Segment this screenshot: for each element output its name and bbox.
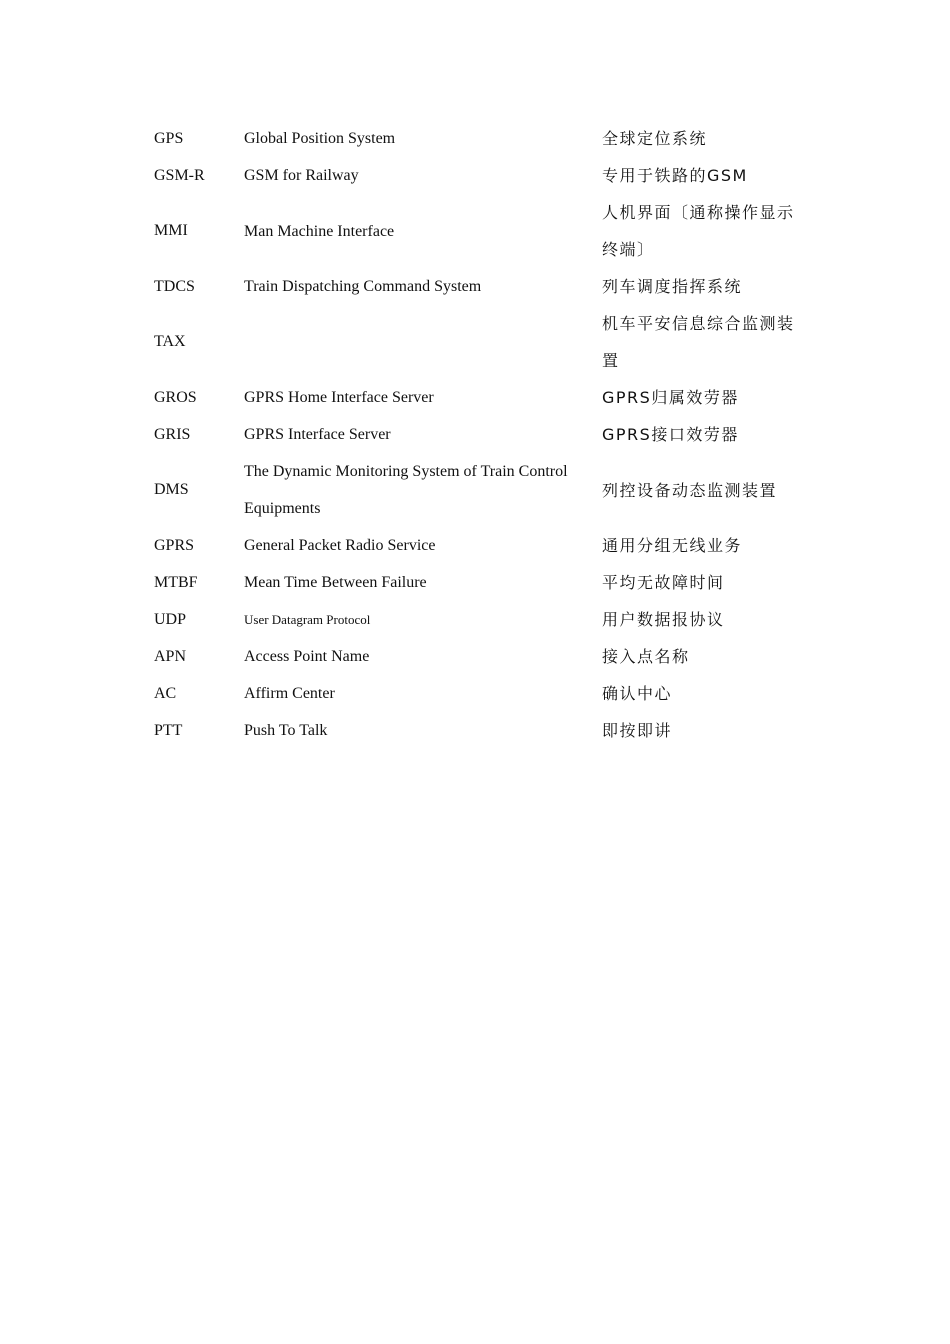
english-term-cell: General Packet Radio Service (244, 537, 436, 554)
table-row (146, 638, 806, 675)
chinese-term-cell: 人机界面〔通称操作显示终端〕 (602, 203, 795, 259)
table-row (146, 601, 806, 638)
chinese-term-cell: 即按即讲 (602, 721, 673, 740)
abbreviation-cell: TAX (154, 333, 186, 350)
english-term-cell: Push To Talk (244, 722, 328, 739)
english-term-cell: Global Position System (244, 130, 396, 147)
table-row (146, 305, 806, 379)
abbreviation-cell: UDP (154, 610, 187, 628)
table-row (146, 564, 806, 601)
table-row (146, 268, 806, 305)
abbreviation-cell: GPRS (154, 536, 195, 554)
english-term-cell: Mean Time Between Failure (244, 574, 427, 591)
english-term-cell: GPRS Interface Server (244, 426, 391, 443)
abbreviation-cell: APN (154, 647, 187, 665)
chinese-term-cell: 列车调度指挥系统 (602, 277, 743, 296)
abbreviation-cell: PTT (154, 721, 183, 739)
chinese-term-cell: 全球定位系统 (602, 129, 708, 148)
english-term-cell: Access Point Name (244, 648, 370, 665)
table-row (146, 453, 806, 527)
chinese-term-cell: 接入点名称 (602, 647, 690, 666)
abbreviation-cell: MMI (154, 222, 188, 239)
chinese-term-cell: GPRS归属效劳器 (602, 388, 739, 407)
abbreviation-cell: MTBF (154, 573, 198, 591)
chinese-term-cell: 列控设备动态监测装置 (602, 480, 778, 500)
table-row (146, 712, 806, 749)
table-row (146, 416, 806, 453)
english-term-cell: Affirm Center (244, 685, 335, 702)
abbreviation-cell: AC (154, 684, 177, 702)
chinese-term-cell: GPRS接口效劳器 (602, 425, 739, 444)
table-row (146, 527, 806, 564)
english-term-cell: Train Dispatching Command System (244, 278, 482, 295)
abbreviation-cell: GPS (154, 129, 184, 147)
english-term-cell (236, 305, 594, 379)
english-term-cell: GSM for Railway (244, 167, 359, 184)
table-row (146, 379, 806, 416)
abbreviation-cell: GROS (154, 388, 197, 406)
chinese-term-cell: 通用分组无线业务 (602, 536, 743, 555)
chinese-term-cell: 专用于铁路的GSM (602, 166, 748, 185)
table-row (146, 675, 806, 712)
english-term-cell: GPRS Home Interface Server (244, 389, 434, 406)
chinese-term-cell: 用户数据报协议 (602, 610, 725, 629)
english-term-cell: Man Machine Interface (244, 222, 395, 240)
table-row (146, 157, 806, 194)
abbreviation-cell: GRIS (154, 425, 191, 443)
english-term-cell: The Dynamic Monitoring System of Train Control Equipments (244, 463, 568, 517)
abbreviation-table (146, 120, 806, 749)
abbreviation-cell: GSM-R (154, 166, 205, 184)
table-row (146, 194, 806, 268)
english-term-cell: User Datagram Protocol (244, 612, 371, 627)
table-row (146, 120, 806, 157)
chinese-term-cell: 平均无故障时间 (602, 573, 725, 592)
chinese-term-cell: 确认中心 (602, 684, 673, 703)
abbreviation-cell: TDCS (154, 277, 195, 295)
abbreviation-cell: DMS (154, 481, 189, 498)
chinese-term-cell: 机车平安信息综合监测装置 (602, 314, 795, 370)
